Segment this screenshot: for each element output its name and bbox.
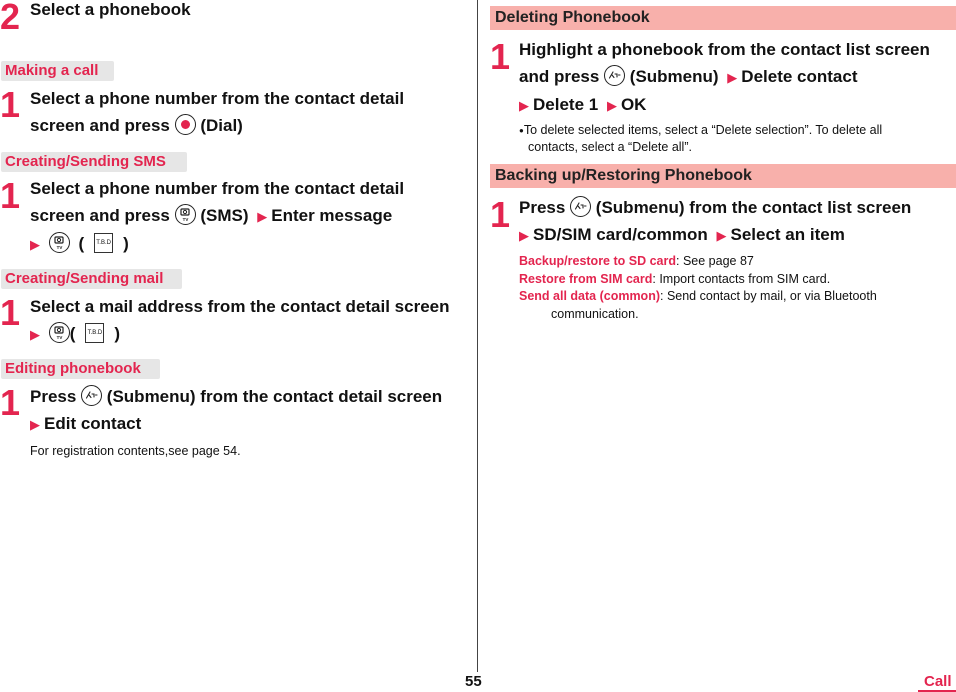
step-line xyxy=(30,112,404,139)
arrow-icon: ▶ xyxy=(30,237,40,252)
step-line: Select a mail address from the contact detail screen xyxy=(30,297,450,316)
key-label: (SMS) xyxy=(200,206,249,225)
step-text-fragment: Enter message xyxy=(271,206,393,225)
section-label: Call xyxy=(924,673,952,690)
key-label: (Dial) xyxy=(200,116,243,135)
step-number: 1 xyxy=(0,382,20,423)
note xyxy=(519,122,882,156)
step-number: 1 xyxy=(0,292,20,333)
step-text xyxy=(519,194,911,249)
section-header-sending-mail: Creating/Sending mail xyxy=(1,269,182,289)
step-line xyxy=(30,230,404,258)
item-desc: : Send contact by mail, or via Bluetooth xyxy=(660,289,877,303)
step-line xyxy=(519,194,911,221)
step-text-fragment: (Submenu) from the contact list screen xyxy=(595,198,912,217)
arrow-icon: ▶ xyxy=(30,417,40,432)
item-list xyxy=(519,253,877,323)
section-header-making-call: Making a call xyxy=(1,61,114,81)
list-item-continuation: communication. xyxy=(551,306,639,321)
step-text: Select a phonebook xyxy=(30,0,191,19)
tbd-key-icon: T.B.D xyxy=(85,323,104,343)
step-number: 2 xyxy=(0,0,20,37)
step-number: 1 xyxy=(0,175,20,216)
step-text-fragment: screen and press xyxy=(30,116,170,135)
arrow-icon: ▶ xyxy=(519,98,529,113)
arrow-icon: ▶ xyxy=(716,228,727,243)
step-text xyxy=(30,85,404,139)
camera-tv-key-icon xyxy=(175,204,196,225)
step-text-fragment: OK xyxy=(620,95,647,114)
step-text-fragment: SD/SIM card/common xyxy=(533,225,708,244)
paren: ( xyxy=(78,234,85,253)
item-term: Send all data (common) xyxy=(519,289,660,303)
item-term: Restore from SIM card xyxy=(519,271,653,286)
step-text-fragment: Delete 1 xyxy=(533,95,599,114)
step-text-fragment: Press xyxy=(30,387,77,406)
section-header-sending-sms: Creating/Sending SMS xyxy=(1,152,187,172)
step-line: Highlight a phonebook from the contact list screen xyxy=(519,40,930,59)
step-line xyxy=(519,91,930,119)
step-text xyxy=(519,36,930,119)
step-line xyxy=(30,383,442,410)
camera-tv-key-icon xyxy=(49,322,70,343)
key-label: (Submenu) xyxy=(629,67,719,86)
step-text-fragment: Delete contact xyxy=(741,67,858,86)
list-item xyxy=(519,288,877,306)
section-header-editing: Editing phonebook xyxy=(1,359,160,379)
arrow-icon: ▶ xyxy=(519,228,529,243)
tbd-key-icon: T.B.D xyxy=(94,233,113,253)
step-text xyxy=(30,383,442,438)
list-item xyxy=(519,271,877,289)
svg-text:TV: TV xyxy=(56,335,63,341)
step-number: 1 xyxy=(490,36,510,77)
step-text-fragment: Edit contact xyxy=(44,414,142,433)
submenu-key-icon xyxy=(570,196,591,217)
paren: ) xyxy=(123,234,129,253)
page-number: 55 xyxy=(465,673,482,690)
step-line xyxy=(30,202,404,230)
list-item xyxy=(519,253,877,271)
submenu-key-icon xyxy=(604,65,625,86)
item-desc: : See page 87 xyxy=(676,254,754,268)
dial-key-icon xyxy=(175,114,196,135)
step-text xyxy=(30,293,450,348)
svg-text:TV: TV xyxy=(56,245,63,251)
step-text-fragment: screen and press xyxy=(30,206,170,225)
arrow-icon: ▶ xyxy=(257,209,268,224)
step-line xyxy=(30,320,450,348)
step-text-fragment: Select an item xyxy=(730,225,845,244)
svg-text:TV: TV xyxy=(182,217,188,223)
step-line xyxy=(519,221,911,249)
step-line xyxy=(30,410,442,438)
note-text: contacts, select a “Delete all”. xyxy=(528,140,692,155)
bullet-icon: ● xyxy=(519,126,524,136)
arrow-icon: ▶ xyxy=(30,327,40,342)
column-divider xyxy=(477,0,478,672)
section-header-backup: Backing up/Restoring Phonebook xyxy=(490,164,956,188)
arrow-icon: ▶ xyxy=(727,70,738,85)
note-line xyxy=(519,122,882,139)
item-term: Backup/restore to SD card xyxy=(519,254,676,268)
step-text xyxy=(30,175,404,258)
step-text-fragment: and press xyxy=(519,67,600,86)
paren: ) xyxy=(114,324,121,343)
camera-tv-key-icon xyxy=(49,232,70,253)
section-header-deleting: Deleting Phonebook xyxy=(490,6,956,30)
step-line: Select a phone number from the contact detail xyxy=(30,89,405,108)
step-number: 1 xyxy=(0,84,20,125)
submenu-key-icon xyxy=(81,385,102,406)
arrow-icon: ▶ xyxy=(606,98,617,113)
paren: ( xyxy=(69,324,76,343)
step-number: 1 xyxy=(490,194,510,235)
step-text-fragment: Press xyxy=(519,198,566,217)
note-line xyxy=(519,139,882,156)
step-line xyxy=(519,63,930,91)
item-desc: : Import contacts from SIM card. xyxy=(652,271,831,286)
note: For registration contents,see page 54. xyxy=(30,444,241,458)
note-text: To delete selected items, select a “Delete selection”. To delete all xyxy=(523,123,883,137)
step-text-fragment: (Submenu) from the contact detail screen xyxy=(106,387,443,406)
step-line: Select a phone number from the contact detail xyxy=(30,179,405,198)
